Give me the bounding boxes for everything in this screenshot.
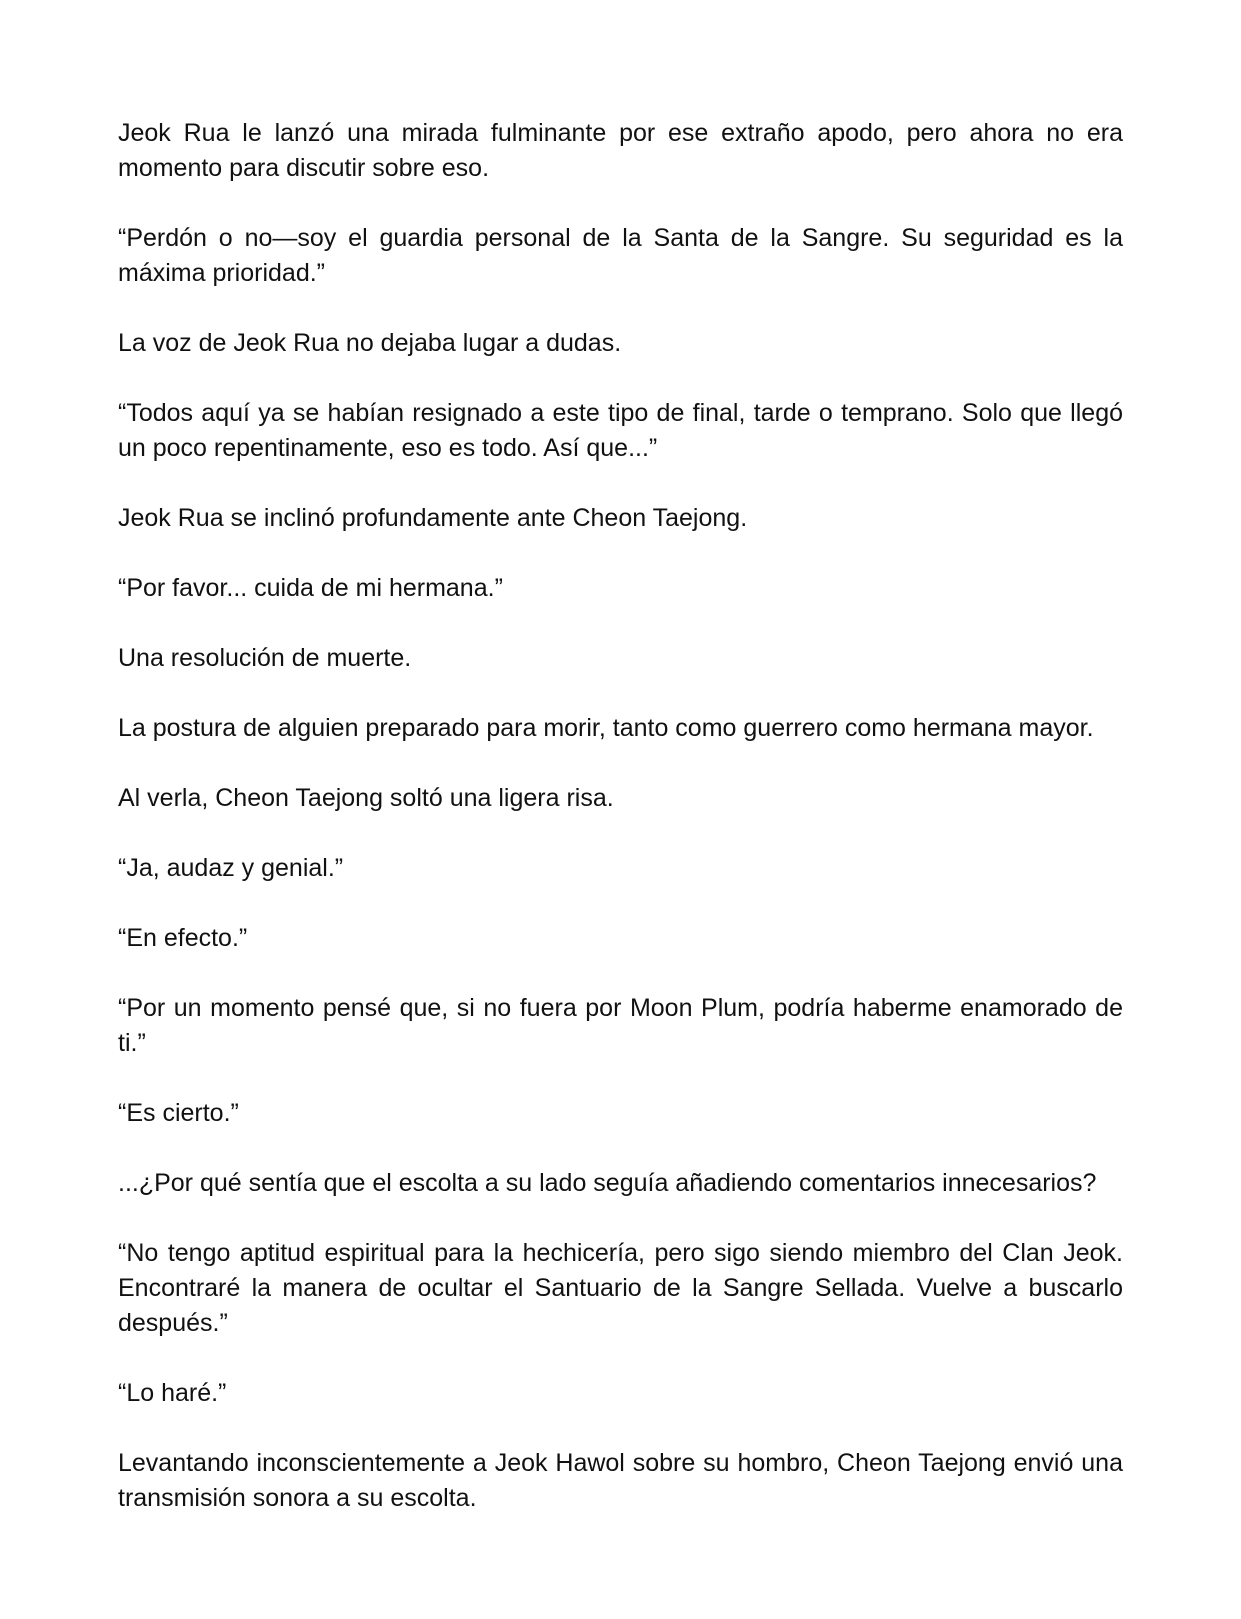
paragraph: “Por un momento pensé que, si no fuera por Moon Plum, podría haberme enamorado de ti.” — [118, 994, 1123, 1057]
paragraph: La voz de Jeok Rua no dejaba lugar a dudas. — [118, 329, 622, 357]
paragraph: “Por favor... cuida de mi hermana.” — [118, 574, 503, 602]
paragraph: “No tengo aptitud espiritual para la hechicería, pero sigo siendo miembro del Clan Jeok. Encontraré la manera de ocultar el Santuario de la Sangre Sellada. Vuelve a buscarlo después.” — [118, 1239, 1123, 1337]
paragraph: Al verla, Cheon Taejong soltó una ligera risa. — [118, 784, 614, 812]
paragraph: “Es cierto.” — [118, 1099, 239, 1127]
paragraph: Jeok Rua se inclinó profundamente ante Cheon Taejong. — [118, 504, 748, 532]
paragraph: “Lo haré.” — [118, 1379, 227, 1407]
paragraph: Jeok Rua le lanzó una mirada fulminante por ese extraño apodo, pero ahora no era momento para discutir sobre eso. — [118, 119, 1123, 182]
paragraph: ...¿Por qué sentía que el escolta a su lado seguía añadiendo comentarios innecesarios? — [118, 1169, 1097, 1197]
paragraph: “Todos aquí ya se habían resignado a este tipo de final, tarde o temprano. Solo que llegó un poco repentinamente, eso es todo. Así que...” — [118, 399, 1123, 462]
paragraph: “En efecto.” — [118, 924, 248, 952]
paragraph: Una resolución de muerte. — [118, 644, 412, 672]
paragraph: La postura de alguien preparado para morir, tanto como guerrero como hermana mayor. — [118, 714, 1094, 742]
paragraph: “Perdón o no—soy el guardia personal de la Santa de la Sangre. Su seguridad es la máxima prioridad.” — [118, 224, 1123, 287]
paragraph: “Ja, audaz y genial.” — [118, 854, 344, 882]
document-body — [118, 116, 1123, 1551]
paragraph: Levantando inconscientemente a Jeok Hawol sobre su hombro, Cheon Taejong envió una transmisión sonora a su escolta. — [118, 1449, 1123, 1512]
